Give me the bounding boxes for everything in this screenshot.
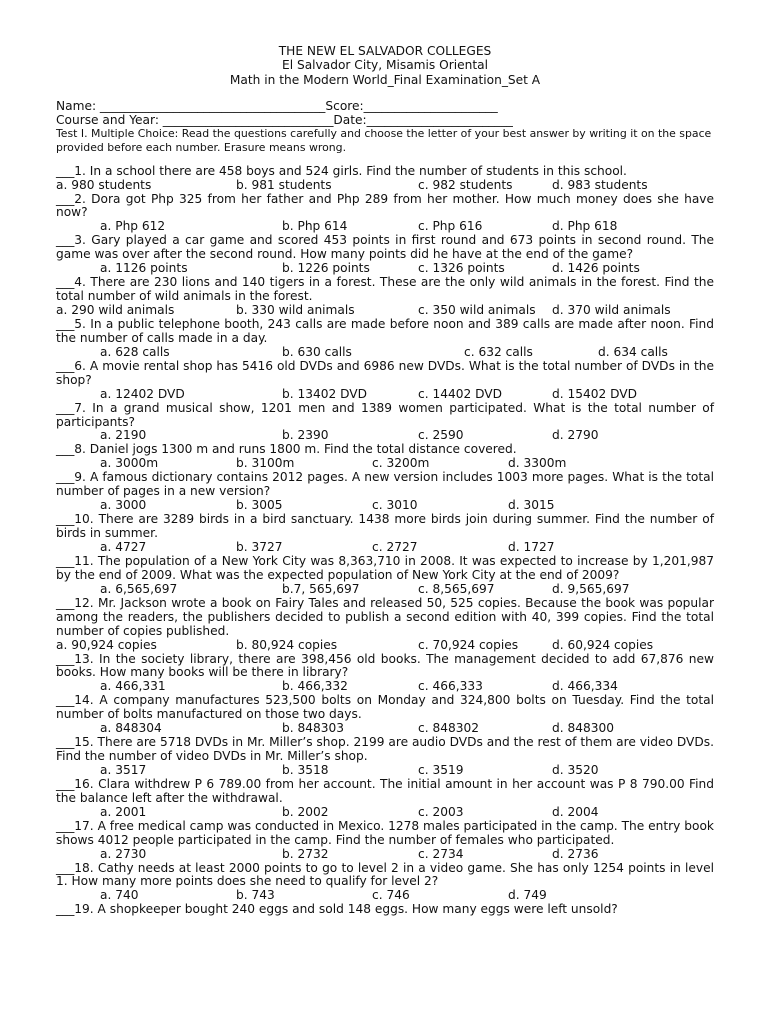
option-c: c. 3010 <box>372 498 418 513</box>
option-a: a. Php 612 <box>100 219 166 234</box>
student-fields <box>56 99 714 128</box>
option-a: a. 466,331 <box>100 679 166 694</box>
option-d: d. 634 calls <box>598 344 668 359</box>
option-d: d. Php 618 <box>552 219 618 234</box>
exam-title: Math in the Modern World_Final Examination_Set A <box>229 72 541 87</box>
question-16: ___16. Clara withdrew P 6 789.00 from her account. The initial amount in her account was P 8 790.00 Find the balance left after the withdrawal. <box>56 776 714 805</box>
question-9-options <box>56 499 714 513</box>
option-a: a. 3000 <box>100 498 147 513</box>
question-14-options <box>56 722 714 736</box>
question-19: ___19. A shopkeeper bought 240 eggs and sold 148 eggs. How many eggs were left unsold? <box>56 902 618 917</box>
option-b: b. 3005 <box>236 498 283 513</box>
option-a: a. 2730 <box>100 846 147 861</box>
option-b: b. 3727 <box>236 539 283 554</box>
option-b: b. 743 <box>236 888 275 903</box>
option-a: a. 1126 points <box>100 261 188 276</box>
question-8-options <box>56 457 714 471</box>
question-17: ___17. A free medical camp was conducted in Mexico. 1278 males participated in the camp. The entry book shows 4012 people participated in the camp. Find the number of females who participated. <box>56 818 714 847</box>
question-5-options <box>56 346 714 360</box>
question-9: ___9. A famous dictionary contains 2012 pages. A new version includes 1003 more pages. What is the total number of pages in a new version? <box>56 470 714 499</box>
option-a: a. 6,565,697 <box>100 581 178 596</box>
question-8: ___8. Daniel jogs 1300 m and runs 1800 m. Find the total distance covered. <box>56 442 517 457</box>
question-12-options <box>56 639 714 653</box>
option-d: d. 983 students <box>552 177 648 192</box>
option-c: c. 3200m <box>372 456 430 471</box>
question-13: ___13. In the society library, there are 398,456 old books. The management decided to add 67,876 new books. How many books will be there in library? <box>56 651 714 680</box>
option-d: d. 3300m <box>508 456 567 471</box>
option-c: c. 2003 <box>418 804 464 819</box>
option-d: d. 15402 DVD <box>552 386 638 401</box>
option-c: c. 2727 <box>372 539 418 554</box>
option-b: b. 981 students <box>236 177 332 192</box>
option-b: b. 3100m <box>236 456 295 471</box>
option-b: b. 630 calls <box>282 344 352 359</box>
question-3: ___3. Gary played a car game and scored 453 points in first round and 673 points in second round. The game was over after the second round. How many points did he have at the end of the game? <box>56 233 714 262</box>
question-18-options <box>56 889 714 903</box>
exam-header <box>56 44 714 87</box>
option-c: c. 2590 <box>418 428 464 443</box>
option-c: c. Php 616 <box>418 219 483 234</box>
option-d: d. 848300 <box>552 721 615 736</box>
question-list <box>56 165 714 918</box>
option-c: c. 848302 <box>418 721 479 736</box>
option-d: d. 3520 <box>552 762 599 777</box>
question-4: ___4. There are 230 lions and 140 tigers in a forest. These are the only wild animals in the forest. Find the total number of wild animals in the forest. <box>56 275 714 304</box>
course-date-line: Course and Year: ____________________________Date:________________________ <box>56 113 513 128</box>
question-16-options <box>56 806 714 820</box>
option-c: c. 746 <box>372 888 410 903</box>
question-14: ___14. A company manufactures 523,500 bolts on Monday and 324,800 bolts on Tuesday. Find the total number of bolts manufactured on those two days. <box>56 693 714 722</box>
option-c: c. 2734 <box>418 846 464 861</box>
question-2-options <box>56 220 714 234</box>
question-6-options <box>56 388 714 402</box>
option-b: b. 330 wild animals <box>236 303 355 318</box>
option-d: d. 1426 points <box>552 261 640 276</box>
question-13-options <box>56 680 714 694</box>
option-b: b. 80,924 copies <box>236 637 338 652</box>
school-location: El Salvador City, Misamis Oriental <box>282 58 488 73</box>
question-15: ___15. There are 5718 DVDs in Mr. Miller’s shop. 2199 are audio DVDs and the rest of them are video DVDs. Find the number of video DVDs in Mr. Miller’s shop. <box>56 735 714 764</box>
option-d: d. 3015 <box>508 498 555 513</box>
question-10-options <box>56 541 714 555</box>
option-b: b. 2390 <box>282 428 329 443</box>
school-name: THE NEW EL SALVADOR COLLEGES <box>278 44 492 58</box>
option-d: d. 2790 <box>552 428 599 443</box>
option-a: a. 90,924 copies <box>56 637 157 652</box>
question-4-options <box>56 304 714 318</box>
option-a: a. 2001 <box>100 804 147 819</box>
name-score-line: Name: _____________________________________Score:______________________ <box>56 98 498 113</box>
option-a: a. 290 wild animals <box>56 303 175 318</box>
question-3-options <box>56 262 714 276</box>
option-c: c. 982 students <box>418 177 513 192</box>
question-12: ___12. Mr. Jackson wrote a book on Fairy Tales and released 50, 525 copies. Because the book was popular among the readers, the publishers decided to publish a second edition with 40, 399 copies. Find the total number of copies published. <box>56 595 714 638</box>
option-b: b.7, 565,697 <box>282 581 360 596</box>
option-c: c. 466,333 <box>418 679 483 694</box>
question-15-options <box>56 764 714 778</box>
option-a: a. 3517 <box>100 762 147 777</box>
option-d: d. 749 <box>508 888 547 903</box>
question-1-options <box>56 179 714 193</box>
question-18: ___18. Cathy needs at least 2000 points to go to level 2 in a video game. She has only 1254 points in level 1. How many more points does she need to qualify for level 2? <box>56 860 714 889</box>
option-b: b. 2002 <box>282 804 329 819</box>
option-b: b. 1226 points <box>282 261 370 276</box>
option-a: a. 12402 DVD <box>100 386 185 401</box>
option-c: c. 632 calls <box>464 344 533 359</box>
option-b: b. Php 614 <box>282 219 348 234</box>
question-7: ___7. In a grand musical show, 1201 men and 1389 women participated. What is the total number of participants? <box>56 400 714 429</box>
option-b: b. 13402 DVD <box>282 386 368 401</box>
option-a: a. 848304 <box>100 721 162 736</box>
option-d: d. 2736 <box>552 846 599 861</box>
option-c: c. 350 wild animals <box>418 303 536 318</box>
option-b: b. 848303 <box>282 721 345 736</box>
option-a: a. 740 <box>100 888 139 903</box>
option-d: d. 2004 <box>552 804 599 819</box>
option-a: a. 980 students <box>56 177 152 192</box>
option-a: a. 2190 <box>100 428 147 443</box>
question-6: ___6. A movie rental shop has 5416 old DVDs and 6986 new DVDs. What is the total number of DVDs in the shop? <box>56 358 714 387</box>
question-11: ___11. The population of a New York City was 8,363,710 in 2008. It was expected to increase by 1,201,987 by the end of 2009. What was the expected population of New York City at the end of 2009? <box>56 553 714 582</box>
option-a: a. 4727 <box>100 539 147 554</box>
question-2: ___2. Dora got Php 325 from her father and Php 289 from her mother. How much money does she have now? <box>56 191 714 220</box>
option-b: b. 2732 <box>282 846 329 861</box>
option-c: c. 1326 points <box>418 261 505 276</box>
question-5: ___5. In a public telephone booth, 243 calls are made before noon and 389 calls are made after noon. Find the number of calls made in a day. <box>56 317 714 345</box>
option-a: a. 628 calls <box>100 344 170 359</box>
option-c: c. 8,565,697 <box>418 581 495 596</box>
option-d: d. 370 wild animals <box>552 303 671 318</box>
option-b: b. 3518 <box>282 762 329 777</box>
option-d: d. 1727 <box>508 539 555 554</box>
option-d: d. 9,565,697 <box>552 581 630 596</box>
question-1: ___1. In a school there are 458 boys and 524 girls. Find the number of students in this school. <box>56 163 627 178</box>
option-c: c. 70,924 copies <box>418 637 519 652</box>
test-instructions: Test I. Multiple Choice: Read the questions carefully and choose the letter of your best answer by writing it on the space provided before each number. Erasure means wrong. <box>56 127 712 155</box>
option-c: c. 3519 <box>418 762 464 777</box>
question-10: ___10. There are 3289 birds in a bird sanctuary. 1438 more birds join during summer. Find the number of birds in summer. <box>56 512 714 541</box>
option-c: c. 14402 DVD <box>418 386 502 401</box>
question-7-options <box>56 429 714 443</box>
question-11-options <box>56 583 714 597</box>
option-d: d. 60,924 copies <box>552 637 654 652</box>
option-d: d. 466,334 <box>552 679 618 694</box>
option-b: b. 466,332 <box>282 679 348 694</box>
question-17-options <box>56 848 714 862</box>
option-a: a. 3000m <box>100 456 159 471</box>
